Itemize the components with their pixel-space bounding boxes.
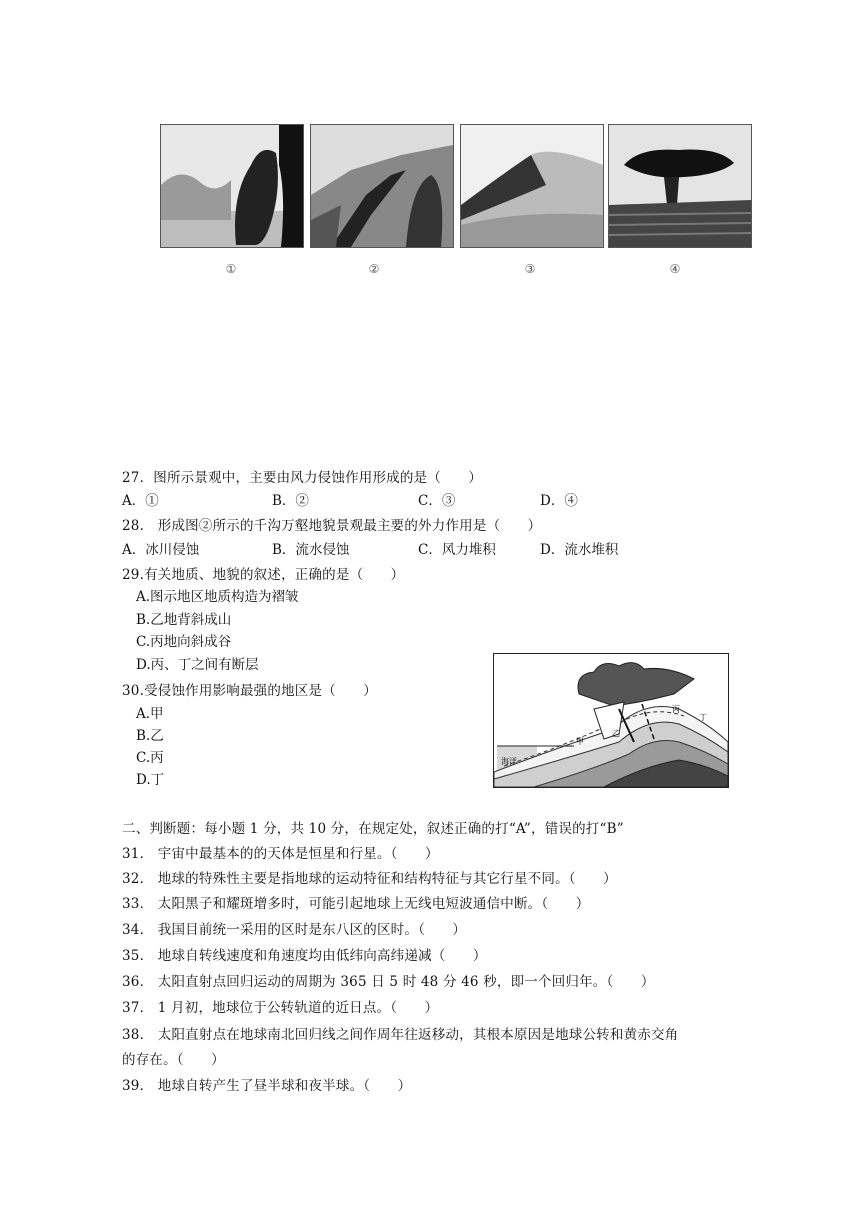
photo-caption-2: ② bbox=[368, 262, 380, 276]
judgment-item-33: 33． 太阳黑子和耀斑增多时，可能引起地球上无线电短波通信中断。（ ） bbox=[122, 896, 590, 912]
question-28-option-d[interactable]: D．流水堆积 bbox=[540, 542, 619, 558]
diagram-label-ding: 丁 bbox=[699, 713, 707, 722]
diagram-label-sea: 海洋 bbox=[501, 757, 517, 766]
judgment-item-32: 32． 地球的特殊性主要是指地球的运动特征和结构特征与其它行星不同。（ ） bbox=[122, 871, 617, 887]
question-29-option-d[interactable]: D.丙、丁之间有断层 bbox=[136, 657, 259, 673]
question-27-stem: 27．图所示景观中，主要由风力侵蚀作用形成的是（ ） bbox=[122, 470, 483, 486]
diagram-label-yi: 乙 bbox=[612, 729, 620, 738]
question-30-option-c[interactable]: C.丙 bbox=[136, 750, 164, 766]
judgment-item-37: 37． 1 月初，地球位于公转轨道的近日点。（ ） bbox=[122, 1000, 439, 1016]
photo-caption-1: ① bbox=[225, 262, 237, 276]
judgment-item-34: 34． 我国目前统一采用的区时是东八区的区时。（ ） bbox=[122, 922, 467, 938]
diagram-label-bing: 丙 bbox=[672, 705, 680, 714]
landscape-photo-1 bbox=[160, 124, 304, 248]
question-28-stem: 28． 形成图②所示的千沟万壑地貌景观最主要的外力作用是（ ） bbox=[122, 518, 542, 534]
landscape-photo-3 bbox=[460, 124, 604, 248]
question-29-option-a[interactable]: A.图示地区地质构造为褶皱 bbox=[136, 589, 299, 605]
landscape-photo-4 bbox=[608, 124, 752, 248]
question-30-option-b[interactable]: B.乙 bbox=[136, 728, 164, 744]
photo-caption-4: ④ bbox=[669, 262, 681, 276]
question-28-option-a[interactable]: A．冰川侵蚀 bbox=[122, 542, 200, 558]
judgment-item-36: 36． 太阳直射点回归运动的周期为 365 日 5 时 48 分 46 秒，即一个回归年。（ ） bbox=[122, 974, 655, 990]
question-30-stem: 30.受侵蚀作用影响最强的地区是（ ） bbox=[122, 683, 377, 699]
judgment-item-39: 39． 地球自转产生了昼半球和夜半球。（ ） bbox=[122, 1078, 412, 1094]
question-27-option-d[interactable]: D．④ bbox=[540, 493, 578, 509]
judgment-item-38-continued: 的存在。（ ） bbox=[122, 1052, 225, 1068]
question-27-option-a[interactable]: A．① bbox=[122, 493, 159, 509]
section-2-heading: 二、判断题：每小题 1 分，共 10 分，在规定处，叙述正确的打“A”，错误的打“B” bbox=[122, 821, 624, 837]
question-29-option-b[interactable]: B.乙地背斜成山 bbox=[136, 612, 232, 628]
question-30-option-a[interactable]: A.甲 bbox=[136, 706, 164, 722]
judgment-item-31: 31． 宇宙中最基本的的天体是恒星和行星。（ ） bbox=[122, 846, 439, 862]
judgment-item-35: 35． 地球自转线速度和角速度均由低纬向高纬递减（ ） bbox=[122, 948, 487, 964]
diagram-label-jia: 甲 bbox=[576, 737, 584, 746]
question-29-option-c[interactable]: C.丙地向斜成谷 bbox=[136, 634, 232, 650]
question-27-option-c[interactable]: C．③ bbox=[418, 493, 456, 509]
question-27-option-b[interactable]: B．② bbox=[272, 493, 309, 509]
question-28-option-b[interactable]: B．流水侵蚀 bbox=[272, 542, 350, 558]
judgment-item-38: 38． 太阳直射点在地球南北回归线之间作周年往返移动，其根本原因是地球公转和黄赤交角 bbox=[122, 1027, 679, 1043]
geology-cross-section-diagram bbox=[493, 653, 729, 788]
question-28-option-c[interactable]: C．风力堆积 bbox=[418, 542, 496, 558]
landscape-photo-2 bbox=[310, 124, 454, 248]
question-30-option-d[interactable]: D.丁 bbox=[136, 772, 165, 788]
question-29-stem: 29.有关地质、地貌的叙述，正确的是（ ） bbox=[122, 567, 405, 583]
photo-caption-3: ③ bbox=[524, 262, 536, 276]
